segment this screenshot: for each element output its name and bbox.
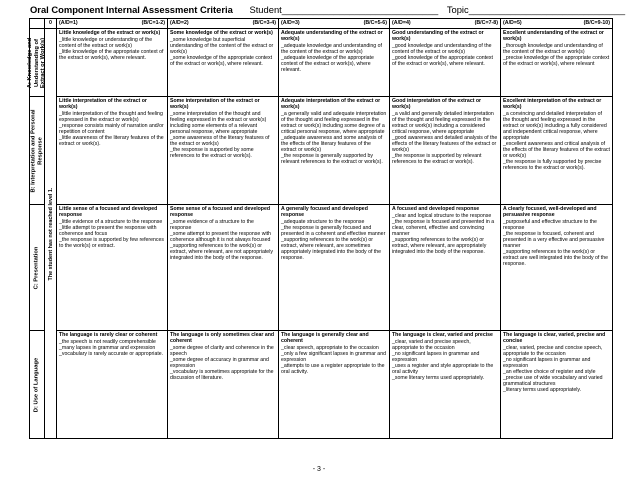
descriptor-cell: Excellent interpretation of the extract or work(s) _ a convincing and detailed interpretation of the thought and feeling expressed in the extract or work(s) including a fully considered and independent critical response, where appropriate _ excellent awareness and critical analysis of the effects of the literary features of the extract or work(s) _ the response is fully supported by precise references to the extract or work(s). bbox=[501, 97, 613, 205]
header-level-2: (A/D=2) (B/C=3-4) bbox=[168, 19, 279, 29]
header-level-0: 0 bbox=[45, 19, 57, 29]
document-title bbox=[30, 4, 626, 18]
header-level-3: (A/D=3) (B/C=5-6) bbox=[279, 19, 390, 29]
level-0-cell bbox=[45, 29, 57, 439]
header-level-4: (A/D=4) (B/C=7-8) bbox=[390, 19, 501, 29]
criterion-label-c: C: Presentation bbox=[30, 205, 45, 331]
header-corner bbox=[30, 19, 45, 29]
header-row bbox=[30, 19, 613, 29]
title-text: Oral Component Internal Assessment Criteria bbox=[30, 4, 233, 15]
descriptor-cell: The language is rarely clear or coherent _ the speech is not readily comprehensible _ many lapses in grammar and expression _ vocabulary is rarely accurate or appropriate. bbox=[57, 331, 168, 439]
student-field: Student______________________________ bbox=[249, 4, 439, 15]
criterion-label-d: D: Use of Language bbox=[30, 331, 45, 439]
criterion-label-b: B: Interpretation and Personal Response bbox=[30, 97, 45, 205]
descriptor-cell: The language is only sometimes clear and coherent _ some degree of clarity and coherence in the speech _ some degree of accuracy in grammar and expression _ vocabulary is sometimes appropriate for the discussion of literature. bbox=[168, 331, 279, 439]
descriptor-cell: Some interpretation of the extract or work(s) _ some interpretation of the thought and feeling expressed in the extract or work(s) including some elements of a relevant personal response, where appropriate _ some awareness of the literary features of the extract or work(s) _ the response is supported by some references to the extract or work(s). bbox=[168, 97, 279, 205]
criterion-row-b bbox=[30, 97, 613, 205]
criterion-row-d bbox=[30, 331, 613, 439]
header-level-1: (A/D=1) (B/C=1-2) bbox=[57, 19, 168, 29]
descriptor-cell: Some sense of a focused and developed response _ some evidence of a structure to the response _ some attempt to present the response with coherence although it is not always focused _ supporting references to the work(s) or extract, where relevant, are not appropriately integrated into the body of the response. bbox=[168, 205, 279, 331]
descriptor-cell: Little interpretation of the extract or work(s) _ little interpretation of the thought and feeling expressed in the extract or work(s) _ response consists mainly of narration and/or repetition of content _ little awareness of the literary features of the extract or work(s). bbox=[57, 97, 168, 205]
descriptor-cell: Little knowledge of the extract or work(s) _ little knowledge or understanding of the content of the extract or work(s) _ little knowledge of the appropriate context of the extract or work(s), where relevant. bbox=[57, 29, 168, 97]
descriptor-cell: The language is clear, varied and precise _ clear, varied and precise speech, appropriate to the occasion _ no significant lapses in grammar and expression _ uses a register and style appropriate to the oral activity _ some literary terms used appropriately. bbox=[390, 331, 501, 439]
descriptor-cell: Good understanding of the extract or work(s) _ good knowledge and understanding of the content of the extract or work(s) _ good knowledge of the appropriate context of the extract or work(s), where relevant. bbox=[390, 29, 501, 97]
criterion-label-a: A: Knowledge and Understanding of Extract or Work(s) bbox=[30, 29, 45, 97]
descriptor-cell: Little sense of a focused and developed response _ little evidence of a structure to the response _ little attempt to present the response with coherence and focus _ the response is supported by few references to the work(s) or extract. bbox=[57, 205, 168, 331]
assessment-criteria-table bbox=[29, 18, 613, 439]
zero-note: The student has not reached level 1. bbox=[47, 187, 54, 280]
descriptor-cell: Some knowledge of the extract or work(s) _ some knowledge but superficial understanding of the content of the extract or work(s) _ some knowledge of the appropriate context of the extract or work(s), where relevant. bbox=[168, 29, 279, 97]
descriptor-cell: Excellent understanding of the extract or work(s) _ thorough knowledge and understanding of the content of the extract or work(s) _ precise knowledge of the appropriate context of the extract or work(s), where relevant bbox=[501, 29, 613, 97]
descriptor-cell: Good interpretation of the extract or work(s) _ a valid and generally detailed interpretation of the thought and feeling expressed in the extract or work(s) including a considered critical response, where appropriate _ good awareness and detailed analysis of the effects of the literary features of the extract or work(s) _ the response is supported by relevant references to the extract or work(s). bbox=[390, 97, 501, 205]
header-level-5: (A/D=5) (B/C=9-10) bbox=[501, 19, 613, 29]
criterion-row-a bbox=[30, 29, 613, 97]
descriptor-cell: A generally focused and developed response _ adequate structure to the response _ the response is generally focused and presented in a coherent and effective manner _ supporting references to the work(s) or extract, where relevant, are sometimes appropriately integrated into the body of the response. bbox=[279, 205, 390, 331]
descriptor-cell: Adequate interpretation of the extract or work(s) _ a generally valid and adequate interpretation of the thought and feeling expressed in the extract or work(s) including some degree of a critical personal response, where appropriate _ adequate awareness and some analysis of the effects of the literary features of the extract or work(s) _ the response is generally supported by relevant references to the extract or work(s). bbox=[279, 97, 390, 205]
topic-field: Topic______________________________ bbox=[446, 4, 626, 15]
descriptor-cell: A clearly focused, well-developed and persuasive response _ purposeful and effective structure to the response _ the response is focused, coherent and presented in a very effective and persuasive manner _ supporting references to the work(s) or extract are well integrated into the body of the response. bbox=[501, 205, 613, 331]
descriptor-cell: The language is generally clear and coherent _ clear speech, appropriate to the occasion _ only a few significant lapses in grammar and expression _ attempts to use a register appropriate to the oral activity. bbox=[279, 331, 390, 439]
descriptor-cell: The language is clear, varied, precise and concise _ clear, varied, precise and concise speech, appropriate to the occasion _ no significant lapses in grammar and expression _ an effective choice of register and style _ precise use of wide vocabulary and varied grammatical structures _ literary terms used appropriately. bbox=[501, 331, 613, 439]
page-number: - 3 - bbox=[312, 466, 326, 473]
criterion-row-c bbox=[30, 205, 613, 331]
descriptor-cell: Adequate understanding of the extract or work(s) _ adequate knowledge and understanding of the content of the extract or work(s) _ adequate knowledge of the appropriate context of the extract or work(s), where relevant. bbox=[279, 29, 390, 97]
descriptor-cell: A focused and developed response _ clear and logical structure to the response _ the response is focused and presented in a clear, coherent, effective and convincing manner _ supporting references to the work(s) or extract, where relevant, are appropriately integrated into the body of the response. bbox=[390, 205, 501, 331]
